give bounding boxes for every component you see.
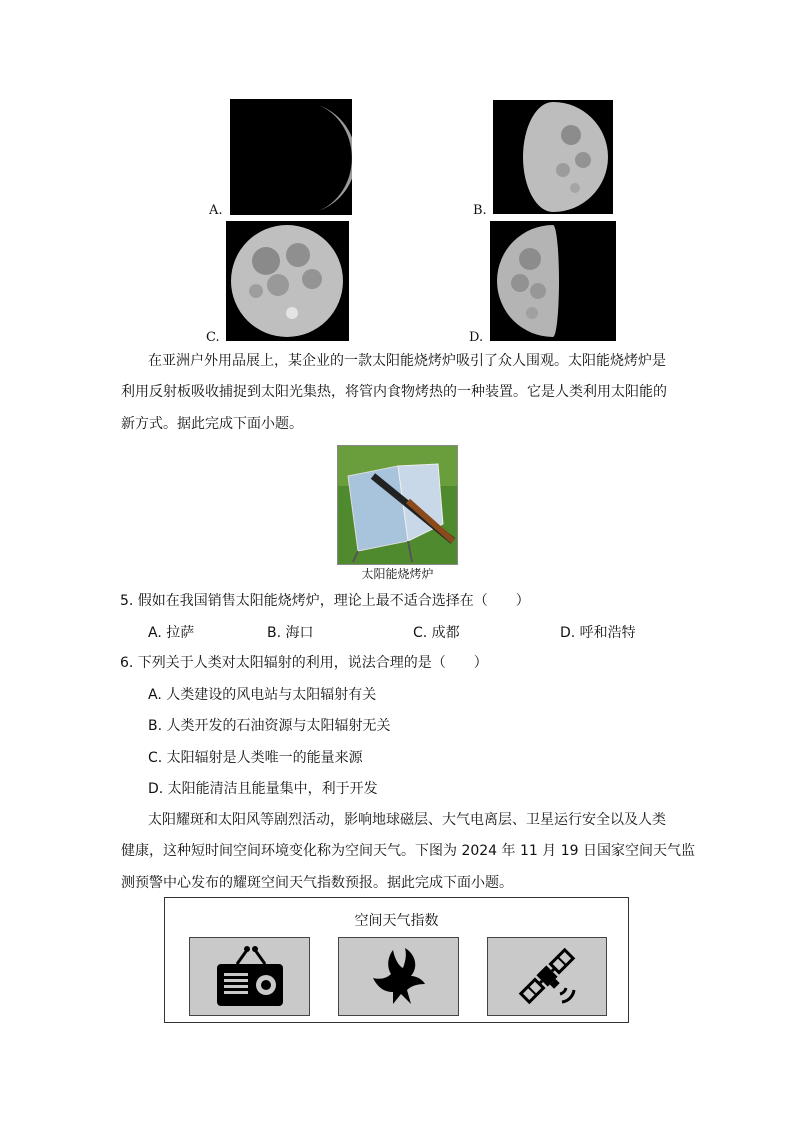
passage-2-line-2: 健康，这种短时间空间环境变化称为空间天气。下图为 2024 年 11 月 19 日国家空间天气监 <box>121 843 695 859</box>
question-5-option-d[interactable]: D. 呼和浩特 <box>560 625 636 641</box>
passage-1-line-3: 新方式。据此完成下面小题。 <box>121 416 303 432</box>
moon-image-c <box>226 221 349 341</box>
radio-tile <box>189 937 310 1016</box>
question-5-stem: 5. 假如在我国销售太阳能烧烤炉，理论上最不适合选择在（ ） <box>120 593 530 609</box>
passage-1-line-1: 在亚洲户外用品展上，某企业的一款太阳能烧烤炉吸引了众人围观。太阳能烧烤炉是 <box>148 353 666 369</box>
satellite-icon <box>512 942 582 1010</box>
question-5-option-c[interactable]: C. 成都 <box>413 625 460 641</box>
option-a-label: A. <box>209 203 223 218</box>
question-5-option-a[interactable]: A. 拉萨 <box>148 625 195 641</box>
moon-image-a <box>230 99 352 215</box>
moon-image-b <box>493 100 613 214</box>
question-6-option-c[interactable]: C. 太阳辐射是人类唯一的能量来源 <box>148 750 363 766</box>
space-weather-index-panel <box>164 897 629 1023</box>
dove-icon <box>371 946 427 1008</box>
space-weather-index-title: 空间天气指数 <box>354 913 439 929</box>
moon-image-d <box>490 221 616 341</box>
dove-tile <box>338 937 459 1016</box>
option-b-label: B. <box>473 203 487 218</box>
radio-icon <box>215 944 285 1008</box>
photo-caption: 太阳能烧烤炉 <box>361 567 434 581</box>
question-6-option-a[interactable]: A. 人类建设的风电站与太阳辐射有关 <box>148 687 377 703</box>
satellite-tile <box>487 937 607 1016</box>
option-d-label: D. <box>469 330 484 345</box>
question-6-option-d[interactable]: D. 太阳能清洁且能量集中，利于开发 <box>148 781 378 797</box>
solar-grill-photo <box>337 445 458 565</box>
passage-1-line-2: 利用反射板吸收捕捉到太阳光集热，将管内食物烤热的一种装置。它是人类利用太阳能的 <box>121 384 667 400</box>
passage-2-line-1: 太阳耀斑和太阳风等剧烈活动，影响地球磁层、大气电离层、卫星运行安全以及人类 <box>148 812 666 828</box>
passage-2-line-3: 测预警中心发布的耀斑空间天气指数预报。据此完成下面小题。 <box>121 875 513 891</box>
option-c-label: C. <box>206 330 220 345</box>
question-5-option-b[interactable]: B. 海口 <box>267 625 314 641</box>
question-6-stem: 6. 下列关于人类对太阳辐射的利用，说法合理的是（ ） <box>120 655 488 671</box>
question-6-option-b[interactable]: B. 人类开发的石油资源与太阳辐射无关 <box>148 718 391 734</box>
